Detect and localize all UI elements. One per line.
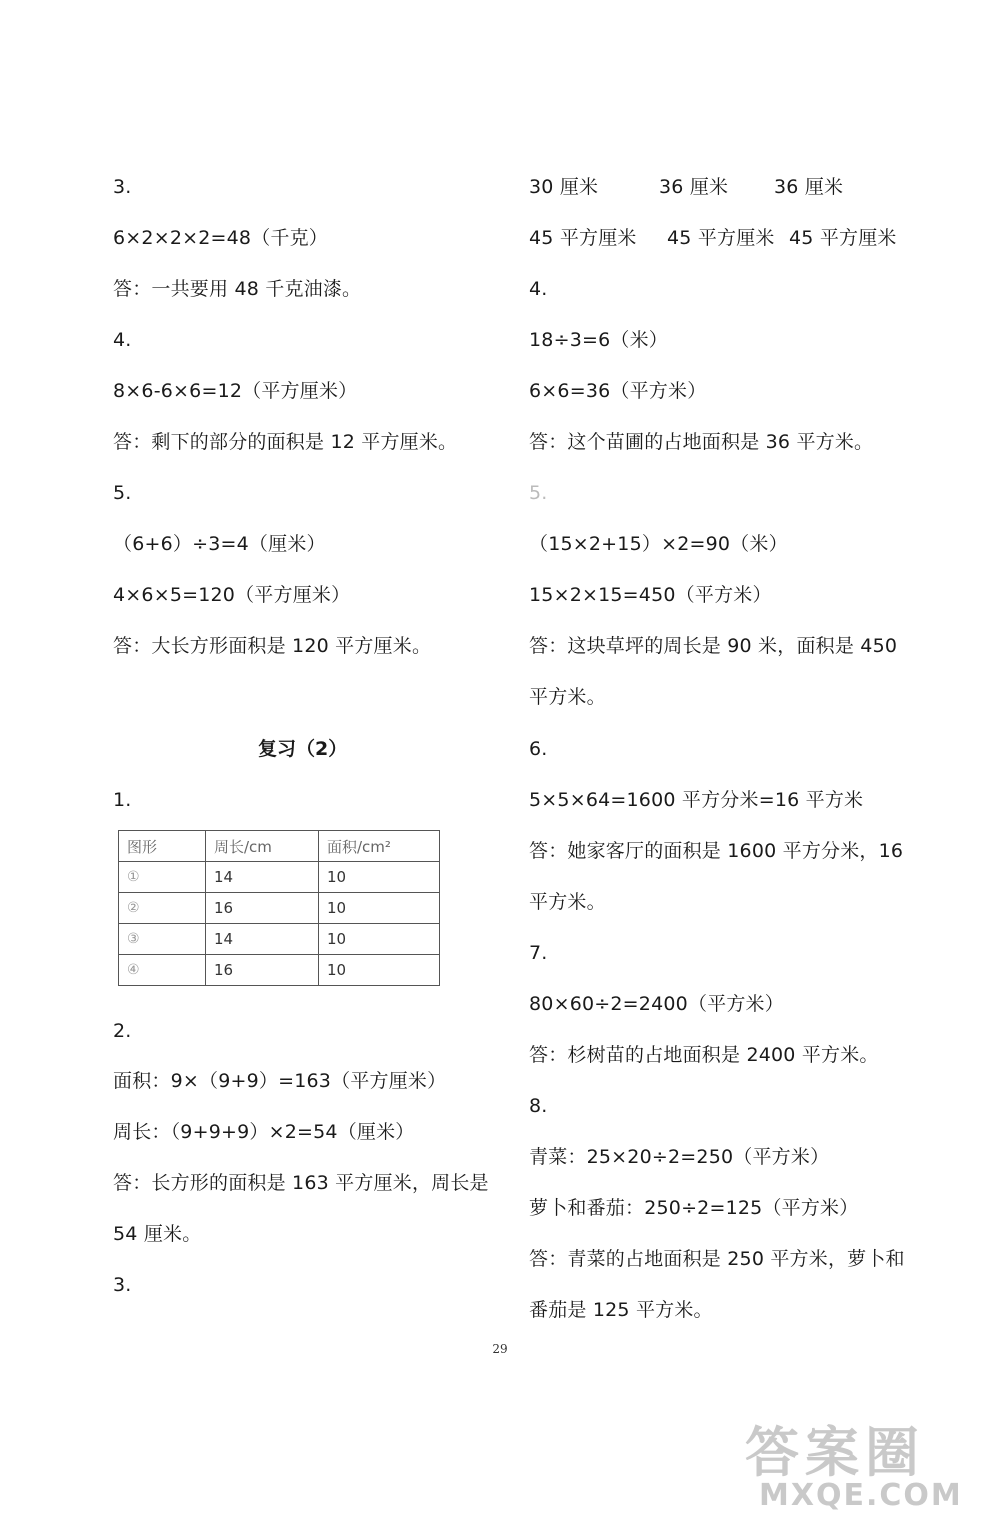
question-number: 6.	[529, 738, 548, 760]
table-header: 周长/cm	[206, 831, 319, 862]
question-number: 4.	[529, 278, 548, 300]
question-number: 3.	[113, 1274, 132, 1296]
equation-line: 6×2×2×2=48（千克）	[113, 227, 329, 249]
equation-line: 80×60÷2=2400（平方米）	[529, 993, 784, 1015]
table-cell: 14	[206, 924, 319, 955]
measure-value: 36 厘米	[774, 176, 844, 198]
table-cell: 10	[319, 924, 440, 955]
table-cell: 10	[319, 893, 440, 924]
section-title: 复习（2）	[258, 738, 348, 760]
measure-value: 30 厘米	[529, 176, 599, 198]
answer-line: 54 厘米。	[113, 1223, 202, 1245]
answer-line: 答：长方形的面积是 163 平方厘米，周长是	[113, 1172, 489, 1194]
watermark-text: 答案圈	[745, 1421, 925, 1484]
question-number: 1.	[113, 789, 132, 811]
table-row	[119, 893, 440, 924]
table-cell: ③	[119, 924, 206, 955]
answer-line: 答：大长方形面积是 120 平方厘米。	[113, 635, 432, 657]
page-number: 29	[492, 1342, 508, 1356]
table-row	[119, 862, 440, 893]
watermark-logo	[745, 1410, 995, 1520]
answer-line: 答：这个苗圃的占地面积是 36 平方米。	[529, 431, 874, 453]
table-cell: 16	[206, 893, 319, 924]
table-cell: 16	[206, 955, 319, 986]
table-header: 面积/cm²	[319, 831, 440, 862]
table-row	[119, 924, 440, 955]
measure-value: 45 平方厘米	[667, 227, 775, 249]
equation-line: 6×6=36（平方米）	[529, 380, 707, 402]
question-number: 5.	[113, 482, 132, 504]
measure-value: 36 厘米	[659, 176, 729, 198]
review-table	[118, 830, 440, 986]
answer-line: 答：这块草坪的周长是 90 米，面积是 450	[529, 635, 898, 657]
table-row	[119, 955, 440, 986]
measure-value: 45 平方厘米	[789, 227, 897, 249]
question-number: 3.	[113, 176, 132, 198]
question-number: 8.	[529, 1095, 548, 1117]
watermark-url: MXQE.COM	[759, 1478, 963, 1513]
equation-line: 面积：9×（9+9）=163（平方厘米）	[113, 1070, 447, 1092]
answer-line: 答：她家客厅的面积是 1600 平方分米，16	[529, 840, 904, 862]
equation-line: 15×2×15=450（平方米）	[529, 584, 772, 606]
table-cell: 10	[319, 862, 440, 893]
measure-row	[529, 175, 843, 199]
equation-line: （6+6）÷3=4（厘米）	[113, 533, 326, 555]
question-number: 5.	[529, 482, 548, 504]
equation-line: 18÷3=6（米）	[529, 329, 668, 351]
answer-line: 答：一共要用 48 千克油漆。	[113, 278, 362, 300]
equation-line: （15×2+15）×2=90（米）	[529, 533, 788, 555]
equation-line: 4×6×5=120（平方厘米）	[113, 584, 351, 606]
question-number: 4.	[113, 329, 132, 351]
answer-line: 答：杉树苗的占地面积是 2400 平方米。	[529, 1044, 879, 1066]
table-cell: 10	[319, 955, 440, 986]
table-cell: ④	[119, 955, 206, 986]
table-cell: ②	[119, 893, 206, 924]
table-cell: ①	[119, 862, 206, 893]
equation-line: 周长：（9+9+9）×2=54（厘米）	[113, 1121, 415, 1143]
equation-line: 8×6-6×6=12（平方厘米）	[113, 380, 358, 402]
answer-line: 答：剩下的部分的面积是 12 平方厘米。	[113, 431, 458, 453]
answer-line: 平方米。	[529, 891, 606, 913]
question-number: 7.	[529, 942, 548, 964]
answer-line: 答：青菜的占地面积是 250 平方米，萝卜和	[529, 1248, 905, 1270]
equation-line: 萝卜和番茄：250÷2=125（平方米）	[529, 1197, 859, 1219]
equation-line: 青菜：25×20÷2=250（平方米）	[529, 1146, 830, 1168]
measure-value: 45 平方厘米	[529, 227, 637, 249]
table-header: 图形	[119, 831, 206, 862]
answer-line: 番茄是 125 平方米。	[529, 1299, 713, 1321]
equation-line: 5×5×64=1600 平方分米=16 平方米	[529, 789, 864, 811]
measure-row	[529, 226, 897, 250]
table-cell: 14	[206, 862, 319, 893]
question-number: 2.	[113, 1020, 132, 1042]
table-header-row	[119, 831, 440, 862]
answer-line: 平方米。	[529, 686, 606, 708]
